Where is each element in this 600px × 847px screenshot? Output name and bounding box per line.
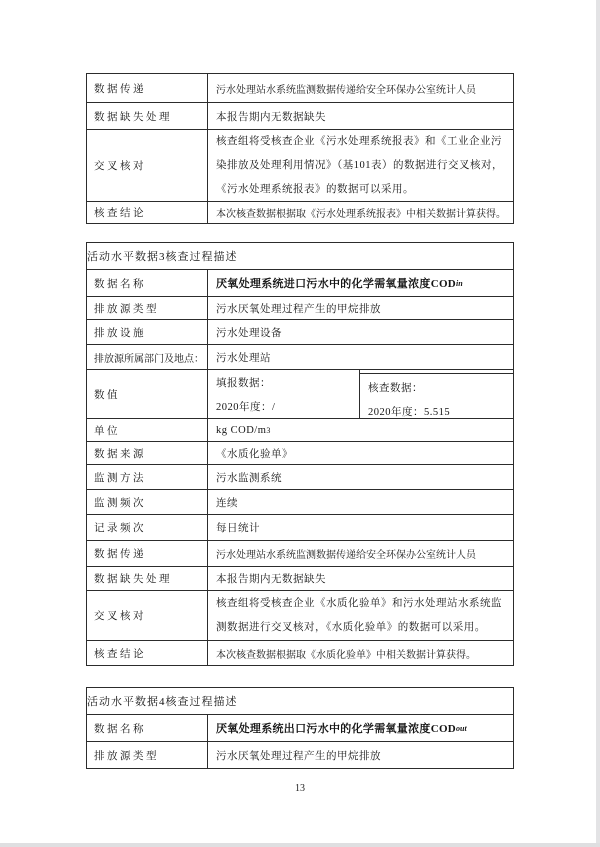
- unit-text: kg COD/m: [216, 424, 267, 436]
- page-number: 13: [295, 783, 305, 794]
- table-row: [87, 319, 513, 344]
- table-row: [87, 464, 513, 489]
- table-row: [87, 296, 513, 319]
- table-row: [87, 201, 513, 223]
- checked-data-value: 2020年度：5.515: [368, 407, 451, 418]
- row-value: 污水处理设备: [216, 327, 282, 339]
- row-value: 本次核查数据根据取《污水处理系统报表》中相关数据计算获得。: [216, 209, 506, 220]
- table-row: [87, 269, 513, 296]
- row-label: 排放源所属部门及地点：: [87, 345, 208, 369]
- page-edge-shadow-bottom: [0, 843, 600, 847]
- table-row: [87, 129, 513, 201]
- row-label: 数据缺失处理: [87, 567, 208, 590]
- table-row: [87, 640, 513, 665]
- reported-data-label: 填报数据：: [216, 378, 271, 389]
- row-label: 数据缺失处理: [87, 103, 208, 129]
- table-row: [87, 714, 513, 741]
- row-label: 监测频次: [87, 490, 208, 514]
- table-row: [87, 344, 513, 369]
- row-value: 本次核查数据根据取《水质化验单》中相关数据计算获得。: [216, 649, 476, 661]
- unit-superscript: 3: [266, 425, 271, 435]
- row-label: 核查结论: [87, 202, 208, 223]
- table-row: [87, 741, 513, 768]
- row-label: 数据传递: [87, 74, 208, 102]
- unit-value: [208, 419, 513, 441]
- row-value: 《水质化验单》: [216, 448, 293, 460]
- row-label: 数据来源: [87, 442, 208, 464]
- table-verification-summary: [86, 73, 514, 224]
- row-label: 数据传递: [87, 541, 208, 566]
- row-value: 污水处理站水系统监测数据传递给安全环保办公室统计人员: [216, 84, 476, 96]
- row-value: 核查组将受核查企业《水质化验单》和污水处理站水系统监测数据进行交叉核对，《水质化验单》的数据可以采用。: [216, 597, 502, 633]
- table-row: [87, 74, 513, 102]
- data-name-value: [208, 715, 513, 741]
- row-label: 数据名称: [87, 715, 208, 741]
- row-label: 交叉核对: [87, 591, 208, 640]
- row-value: 污水监测系统: [216, 472, 282, 484]
- reported-data-value: 2020年度：/: [216, 402, 276, 413]
- row-label: 数值: [87, 370, 208, 418]
- data-name-text: 厌氧处理系统进口污水中的化学需氧量浓度COD: [216, 278, 457, 290]
- table-row: [87, 566, 513, 590]
- table-row: [87, 590, 513, 640]
- table-activity-data-3: [86, 242, 514, 666]
- table-row: [87, 514, 513, 540]
- data-name-text: 厌氧处理系统出口污水中的化学需氧量浓度COD: [216, 723, 457, 735]
- data-name-value: [208, 270, 513, 296]
- table-row: [87, 418, 513, 441]
- table-row: [87, 243, 513, 269]
- row-value: 污水处理站水系统监测数据传递给安全环保办公室统计人员: [216, 550, 476, 561]
- row-label: 单位: [87, 419, 208, 441]
- row-value: 核查组将受核查企业《污水处理系统报表》和《工业企业污染排放及处理利用情况》（基101表）的数据进行交叉核对，《污水处理系统报表》的数据可以采用。: [216, 135, 503, 195]
- checked-data-inner: [360, 373, 513, 425]
- table-row-numeric-value: [87, 369, 513, 418]
- row-value: 连续: [216, 497, 238, 509]
- table-row: [87, 102, 513, 129]
- row-value: 本报告期内无数据缺失: [216, 574, 326, 585]
- table-caption: 活动水平数据3核查过程描述: [87, 251, 238, 263]
- row-label: 数据名称: [87, 270, 208, 296]
- cod-subscript: out: [456, 723, 467, 733]
- row-label: 排放源类型: [87, 297, 208, 319]
- table-row: [87, 441, 513, 464]
- row-value: 每日统计: [216, 523, 260, 534]
- page-edge-shadow-right: [596, 0, 600, 847]
- row-value: 污水厌氧处理过程产生的甲烷排放: [216, 750, 381, 762]
- table-row: [87, 489, 513, 514]
- table-row: [87, 688, 513, 714]
- row-value: 污水处理站: [216, 352, 271, 364]
- table-activity-data-4: [86, 687, 514, 769]
- row-label: 排放源类型: [87, 742, 208, 768]
- row-label: 核查结论: [87, 641, 208, 665]
- row-label: 记录频次: [87, 515, 208, 540]
- checked-data-cell: [360, 370, 513, 418]
- row-value: 污水厌氧处理过程产生的甲烷排放: [216, 303, 381, 315]
- table-row: [87, 540, 513, 566]
- row-label: 交叉核对: [87, 130, 208, 201]
- checked-data-label: 核查数据：: [368, 383, 423, 394]
- row-label: 排放设施: [87, 320, 208, 344]
- table-caption: 活动水平数据4核查过程描述: [87, 696, 238, 708]
- row-value: 本报告期内无数据缺失: [216, 111, 326, 123]
- row-label: 监测方法: [87, 465, 208, 489]
- reported-data-cell: [208, 370, 360, 418]
- cod-subscript: in: [456, 278, 463, 288]
